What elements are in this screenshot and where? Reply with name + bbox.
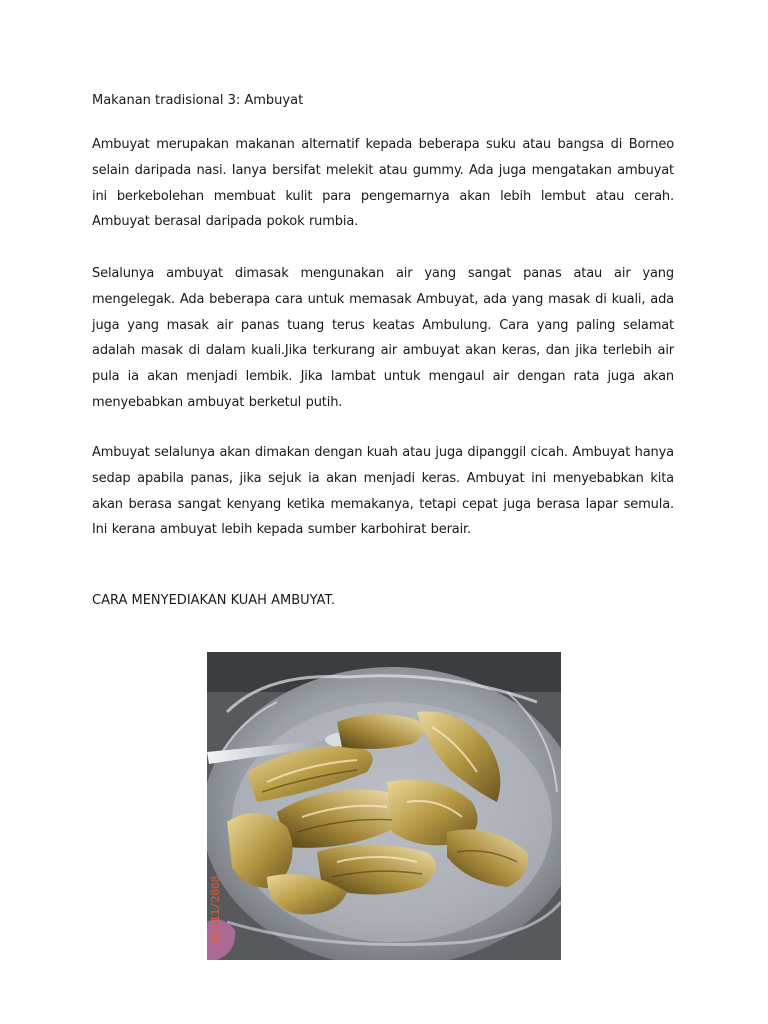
fried-fish-photo-illustration (207, 652, 561, 960)
fried-fish-photo (207, 652, 561, 960)
paragraph-eating: Ambuyat selalunya akan dimakan dengan kuah atau juga dipanggil cicah. Ambuyat hanya sedap apabila panas, jika sejuk ia akan menjadi keras. Ambuyat ini menyebabkan kita akan berasa sangat kenyang ketika memakanya, tetapi cepat juga berasa lapar semula. Ini kerana ambuyat lebih kepada sumber karbohirat berair. (92, 445, 674, 538)
section-heading: CARA MENYEDIAKAN KUAH AMBUYAT. (92, 593, 335, 608)
document-title: Makanan tradisional 3: Ambuyat (92, 93, 304, 108)
photo-date-stamp: 01/11/2008 (209, 875, 222, 942)
paragraph-intro: Ambuyat merupakan makanan alternatif kepada beberapa suku atau bangsa di Borneo selain daripada nasi. Ianya bersifat melekit atau gummy. Ada juga mengatakan ambuyat ini berkebolehan membuat kulit para pengemarnya akan lebih lembut atau cerah. Ambuyat berasal daripada pokok rumbia. (92, 137, 674, 230)
paragraph-cooking: Selalunya ambuyat dimasak mengunakan air yang sangat panas atau air yang mengelegak. Ada beberapa cara untuk memasak Ambuyat, ada yang masak di kuali, ada juga yang masak air panas tuang terus keatas Ambulung. Cara yang paling selamat adalah masak di dalam kuali.Jika terkurang air ambuyat akan keras, dan jika terlebih air pula ia akan menjadi lembik. Jika lambat untuk mengaul air dengan rata juga akan menyebabkan ambuyat berketul putih. (92, 266, 674, 410)
